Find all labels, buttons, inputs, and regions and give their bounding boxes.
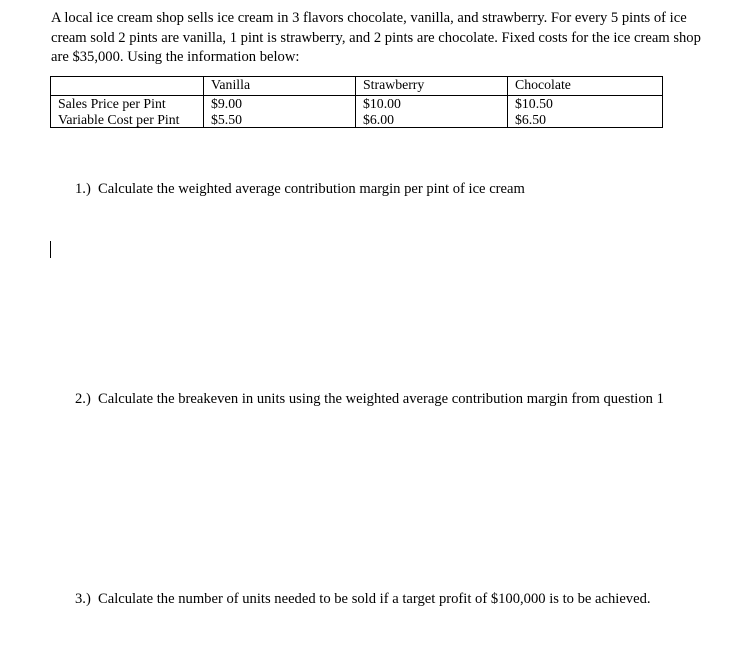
question-3 xyxy=(75,589,665,609)
table-row xyxy=(51,96,663,128)
question-2-text: Calculate the breakeven in units using the weighted average contribution margin from question 1 xyxy=(98,391,664,407)
problem-intro: A local ice cream shop sells ice cream in 3 flavors chocolate, vanilla, and strawberry. For every 5 pints of ice cream sold 2 pints are vanilla, 1 pint is strawberry, and 2 pints are chocolate. Fixed costs for the ice cream shop are $35,000. Using the information below: xyxy=(51,10,701,65)
question-2-number: 2.) xyxy=(75,391,91,407)
question-1 xyxy=(75,179,665,199)
header-chocolate: Chocolate xyxy=(508,77,663,96)
vanilla-price: $9.00 xyxy=(211,96,243,111)
question-1-number: 1.) xyxy=(75,181,91,197)
question-3-text: Calculate the number of units needed to be sold if a target profit of $100,000 is to be achieved. xyxy=(98,591,651,607)
label-variable-cost: Variable Cost per Pint xyxy=(58,111,180,127)
row-labels xyxy=(51,96,204,128)
vanilla-cost: $5.50 xyxy=(211,111,243,127)
chocolate-price: $10.50 xyxy=(515,96,553,111)
strawberry-cost: $6.00 xyxy=(363,111,395,127)
header-empty xyxy=(51,77,204,96)
vanilla-values xyxy=(204,96,356,128)
strawberry-price: $10.00 xyxy=(363,96,401,111)
table-header-row xyxy=(51,77,663,96)
strawberry-values xyxy=(356,96,508,128)
label-sales-price: Sales Price per Pint xyxy=(58,96,166,111)
cost-table xyxy=(50,76,663,128)
text-cursor[interactable] xyxy=(50,241,51,258)
question-2 xyxy=(75,389,665,409)
header-strawberry: Strawberry xyxy=(356,77,508,96)
question-1-text: Calculate the weighted average contribution margin per pint of ice cream xyxy=(98,181,525,197)
question-3-number: 3.) xyxy=(75,591,91,607)
chocolate-cost: $6.50 xyxy=(515,111,547,127)
chocolate-values xyxy=(508,96,663,128)
header-vanilla: Vanilla xyxy=(204,77,356,96)
